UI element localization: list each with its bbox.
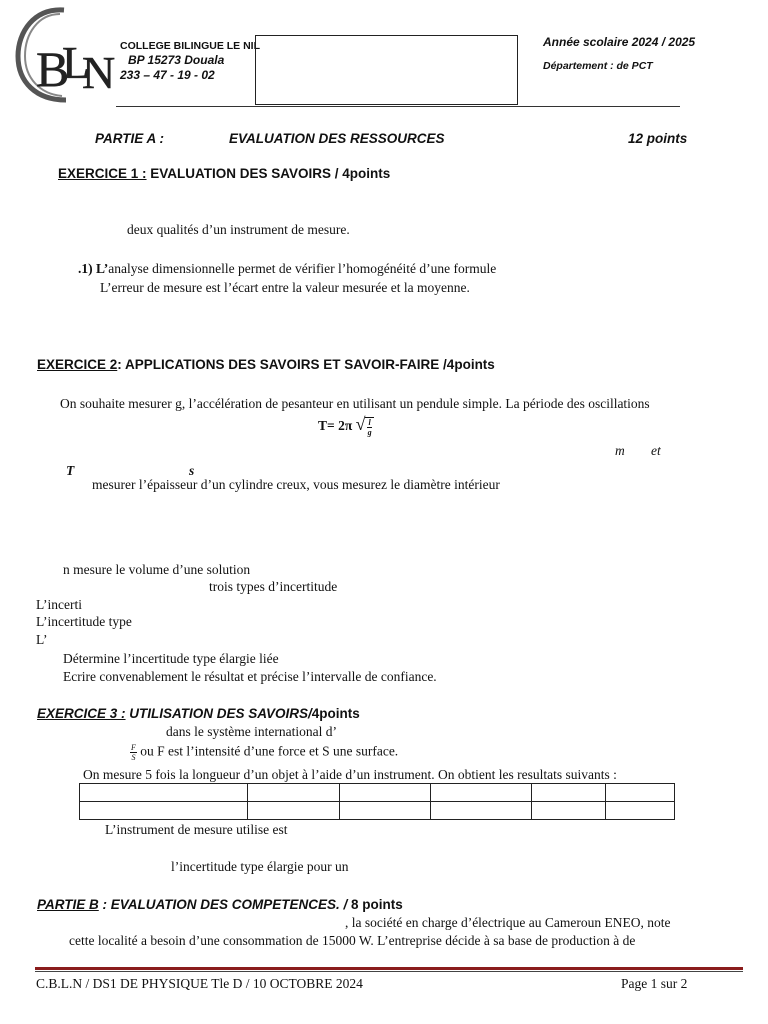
ex3-fraction	[130, 743, 137, 762]
table-cell	[431, 784, 532, 802]
exercise-2-label: EXERCICE 2	[37, 357, 118, 372]
ex2-line-9: Ecrire convenablement le résultat et précise l’intervalle de confiance.	[63, 669, 437, 684]
partie-a-title: EVALUATION DES RESSOURCES	[229, 131, 445, 146]
ex2-fragment-m: m	[615, 443, 625, 458]
exercise-3-title: UTILISATION DES SAVOIRS/	[125, 706, 312, 721]
ex2-line-4: trois types d’incertitude	[209, 579, 338, 594]
ex2-fragment-et: et	[651, 443, 661, 458]
exercise-3-points: 4points	[311, 706, 360, 721]
ex1-line-2-prefix: .1) L’	[78, 261, 109, 276]
ex3-line-1: dans le système international d’	[166, 724, 337, 739]
sqrt-symbol: √	[355, 414, 366, 434]
ex1-line-3: L’erreur de mesure est l’écart entre la valeur mesurée et la moyenne.	[100, 280, 470, 295]
table-cell	[80, 802, 248, 820]
department: Département : de PCT	[543, 60, 653, 72]
ex2-fragment-s: s	[189, 463, 195, 478]
table-cell	[80, 784, 248, 802]
ex2-line-1: On souhaite mesurer g, l’accélération de pesanteur en utilisant un pendule simple. La période des oscillations	[60, 396, 650, 411]
formula-prefix: T= 2π	[318, 418, 353, 433]
table-cell	[431, 802, 532, 820]
ex1-line-2	[78, 261, 496, 277]
table-cell	[606, 784, 675, 802]
partie-a-label: PARTIE A :	[95, 131, 165, 146]
partie-a-points: 12 points	[628, 131, 688, 146]
ex2-line-3: n mesure le volume d’une solution	[63, 562, 251, 577]
school-name: COLLEGE BILINGUE LE NIL	[120, 40, 261, 52]
svg-text:L: L	[62, 37, 91, 88]
table-cell	[532, 784, 606, 802]
footer-divider	[35, 967, 743, 970]
measurements-table	[79, 783, 675, 820]
partie-b-line-1: , la société en charge d’électrique au Cameroun ENEO, note	[345, 915, 671, 930]
school-phone: 233 – 47 - 19 - 02	[120, 68, 215, 82]
table-cell	[340, 802, 431, 820]
table-cell	[248, 784, 340, 802]
table-cell	[248, 802, 340, 820]
exercise-2-heading	[37, 357, 495, 372]
partie-b-points: 8 points	[351, 897, 403, 912]
ex3-frac-numerator: F	[131, 743, 136, 752]
ex2-line-6: L’incertitude type	[36, 614, 132, 629]
formula-numerator: l	[368, 417, 371, 427]
ex3-line-3: On mesure 5 fois la longueur d’un objet à l’aide d’un instrument. On obtient les resultats suivants :	[83, 767, 617, 782]
school-address: BP 15273 Douala	[128, 53, 225, 67]
partie-b-title: : EVALUATION DES COMPETENCES. /	[98, 897, 352, 912]
table-row	[80, 802, 675, 820]
exercise-3-label: EXERCICE 3 :	[37, 706, 126, 721]
svg-text:B: B	[36, 41, 70, 97]
ex2-fragment-T: T	[66, 463, 75, 478]
header-blank-box	[255, 35, 518, 105]
ex2-line-2: mesurer l’épaisseur d’un cylindre creux, vous mesurez le diamètre intérieur	[92, 477, 500, 492]
partie-b-label: PARTIE B	[37, 897, 99, 912]
ex2-line-5: L’incerti	[36, 597, 82, 612]
footer-divider-thin	[35, 971, 743, 972]
table-cell	[340, 784, 431, 802]
table-cell	[606, 802, 675, 820]
exercise-3-heading	[37, 706, 360, 721]
exercise-1-heading	[58, 166, 390, 181]
exercise-1-label: EXERCICE 1 :	[58, 166, 147, 181]
school-logo	[12, 4, 116, 104]
ex3-line-2-text: ou F est l’intensité d’une force et S une surface.	[136, 743, 399, 759]
svg-text:N: N	[82, 47, 116, 98]
partie-b-heading	[37, 897, 403, 912]
partie-b-line-2: cette localité a besoin d’une consommation de 15000 W. L’entreprise décide à sa base de production à de	[69, 933, 636, 948]
school-year: Année scolaire 2024 / 2025	[543, 35, 696, 49]
table-cell	[532, 802, 606, 820]
exercise-1-title: EVALUATION DES SAVOIRS / 4points	[146, 166, 391, 181]
footer-left: C.B.L.N / DS1 DE PHYSIQUE Tle D / 10 OCTOBRE 2024	[36, 976, 363, 991]
pendulum-formula	[318, 414, 374, 437]
ex3-line-2	[130, 743, 398, 762]
table-row	[80, 784, 675, 802]
ex3-line-4: L’instrument de mesure utilise est	[105, 822, 288, 837]
ex2-line-8: Détermine l’incertitude type élargie liée	[63, 651, 279, 666]
ex3-frac-denominator: S	[131, 753, 136, 762]
header-divider	[116, 106, 680, 107]
page-number: Page 1 sur 2	[621, 976, 688, 991]
ex3-line-5: l’incertitude type élargie pour un	[171, 859, 349, 874]
formula-denominator: g	[367, 427, 372, 437]
formula-fraction	[365, 417, 373, 437]
ex2-line-7: L’	[36, 632, 48, 647]
ex1-line-1: deux qualités d’un instrument de mesure.	[127, 222, 350, 237]
exercise-2-title: : APPLICATIONS DES SAVOIRS ET SAVOIR-FAIRE /4points	[117, 357, 495, 372]
ex1-line-2-text: analyse dimensionnelle permet de vérifier l’homogénéité d’une formule	[108, 261, 497, 276]
